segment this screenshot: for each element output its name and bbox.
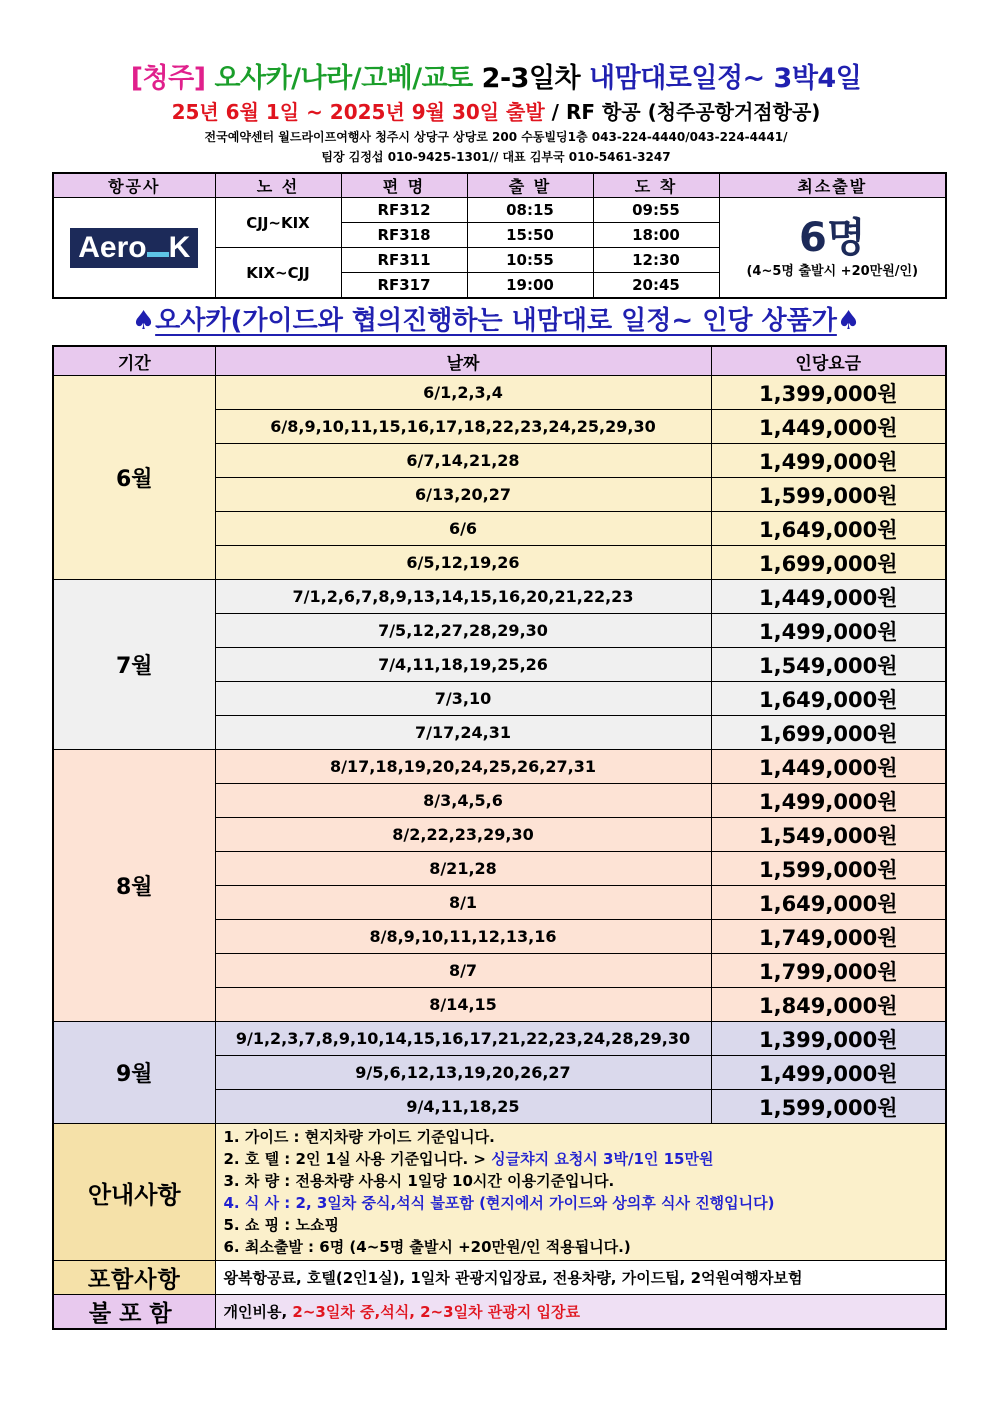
price-per-person: 1,649,000원	[711, 512, 946, 546]
departure-dates: 6/8,9,10,11,15,16,17,18,22,23,24,25,29,30	[215, 410, 711, 444]
aero-k-logo: Aero K	[70, 228, 198, 268]
price-section-heading	[0, 300, 992, 337]
page-title	[0, 56, 992, 95]
arrive-time: 12:30	[593, 248, 719, 273]
month-label: 9월	[53, 1022, 215, 1124]
price-per-person: 1,549,000원	[711, 818, 946, 852]
departure-dates: 6/1,2,3,4	[215, 376, 711, 410]
section-heading-text: 오사카(가이드와 협의진행하는 내맘대로 일정~ 인당 상품가	[155, 306, 837, 336]
flight-table	[52, 172, 947, 299]
contact-line-2: 팀장 김정섭 010-9425-1301// 대표 김부국 010-5461-3247	[321, 150, 671, 164]
flight-number: RF311	[341, 248, 467, 273]
price-table	[52, 345, 947, 1330]
price-per-person: 1,499,000원	[711, 444, 946, 478]
month-label: 6월	[53, 376, 215, 580]
month-label: 8월	[53, 750, 215, 1022]
departure-dates: 8/1	[215, 886, 711, 920]
arrive-time: 09:55	[593, 198, 719, 223]
price-per-person: 1,449,000원	[711, 410, 946, 444]
spade-icon: ♠	[836, 306, 861, 336]
route-return: KIX~CJJ	[215, 248, 341, 299]
arrive-time: 20:45	[593, 273, 719, 299]
departure-dates: 8/14,15	[215, 988, 711, 1022]
departure-dates: 7/4,11,18,19,25,26	[215, 648, 711, 682]
departure-dates: 8/21,28	[215, 852, 711, 886]
departure-dates: 9/1,2,3,7,8,9,10,14,15,16,17,21,22,23,24,28,29,30	[215, 1022, 711, 1056]
departure-dates: 7/1,2,6,7,8,9,13,14,15,16,20,21,22,23	[215, 580, 711, 614]
depart-time: 10:55	[467, 248, 593, 273]
note-vehicle: 3. 차 량 : 전용차량 사용시 1일당 10시간 이용기준입니다.	[223, 1172, 615, 1190]
notes-content	[215, 1124, 946, 1261]
header-depart: 출 발	[467, 173, 593, 198]
price-per-person: 1,699,000원	[711, 716, 946, 750]
title-region: [청주]	[130, 63, 206, 94]
price-per-person: 1,499,000원	[711, 614, 946, 648]
price-per-person: 1,599,000원	[711, 478, 946, 512]
price-per-person: 1,399,000원	[711, 1022, 946, 1056]
excluded-label: 불포함	[53, 1295, 215, 1330]
note-meals: 4. 식 사 : 2, 3일차 중식,석식 불포함 (현지에서 가이드와 상의후 식사 진행입니다)	[223, 1194, 775, 1212]
min-departure-count: 6명	[799, 215, 866, 261]
departure-dates: 7/17,24,31	[215, 716, 711, 750]
departure-dates: 8/3,4,5,6	[215, 784, 711, 818]
subtitle-airline: RF 항공 (청주공항거점항공)	[565, 100, 821, 124]
flight-table-header	[53, 173, 946, 198]
note-single-charge: 싱글챠지 요청시 3박/1인 15만원	[491, 1150, 714, 1168]
min-departure-note: (4~5명 출발시 +20만원/인)	[746, 264, 919, 279]
header-flight-no: 편 명	[341, 173, 467, 198]
price-per-person: 1,499,000원	[711, 1056, 946, 1090]
header-price: 인당요금	[711, 346, 946, 376]
route-outbound: CJJ~KIX	[215, 198, 341, 248]
departure-dates: 8/2,22,23,29,30	[215, 818, 711, 852]
header-min-departure: 최소출발	[719, 173, 946, 198]
title-itinerary: 내맘대로일정~ 3박4일	[589, 63, 862, 94]
departure-dates: 6/7,14,21,28	[215, 444, 711, 478]
subtitle-period: 25년 6월 1일 ~ 2025년 9월 30일 출발	[171, 100, 545, 124]
spade-icon: ♠	[131, 306, 156, 336]
price-per-person: 1,449,000원	[711, 580, 946, 614]
departure-dates: 7/5,12,27,28,29,30	[215, 614, 711, 648]
price-per-person: 1,599,000원	[711, 852, 946, 886]
price-per-person: 1,799,000원	[711, 954, 946, 988]
flight-number: RF317	[341, 273, 467, 299]
departure-dates: 6/13,20,27	[215, 478, 711, 512]
subtitle-separator: /	[544, 100, 566, 124]
title-days: 2-3일차	[481, 63, 581, 94]
departure-dates: 6/6	[215, 512, 711, 546]
header-period: 기간	[53, 346, 215, 376]
price-row	[53, 1022, 946, 1056]
departure-dates: 8/17,18,19,20,24,25,26,27,31	[215, 750, 711, 784]
price-table-body	[53, 376, 946, 1124]
price-row	[53, 580, 946, 614]
notes-label: 안내사항	[53, 1124, 215, 1261]
flight-number: RF318	[341, 223, 467, 248]
header-dates: 날짜	[215, 346, 711, 376]
price-per-person: 1,499,000원	[711, 784, 946, 818]
flight-number: RF312	[341, 198, 467, 223]
contact-line-1: 전국예약센터 월드라이프여행사 청주시 상당구 상당로 200 수동빌딩1층 043-224-4440/043-224-4441/	[204, 130, 788, 144]
excluded-content: 개인비용, 2~3일차 중,석식, 2~3일차 관광지 입장료	[215, 1295, 946, 1330]
price-per-person: 1,649,000원	[711, 682, 946, 716]
price-per-person: 1,449,000원	[711, 750, 946, 784]
arrive-time: 18:00	[593, 223, 719, 248]
header-airline: 항공사	[53, 173, 215, 198]
min-departure-cell	[719, 198, 946, 299]
note-shopping: 5. 쇼 핑 : 노쇼핑	[223, 1216, 339, 1234]
price-per-person: 1,549,000원	[711, 648, 946, 682]
month-label: 7월	[53, 580, 215, 750]
note-min-departure: 6. 최소출발 : 6명 (4~5명 출발시 +20만원/인 적용됩니다.)	[223, 1238, 631, 1256]
title-destinations: 오사카/나라/고베/교토	[214, 63, 473, 94]
note-hotel: 2. 호 텔 : 2인 1실 사용 기준입니다. > 싱글챠지 요청시 3박/1인 15만원	[223, 1150, 714, 1168]
page-subtitle	[0, 96, 992, 125]
header-route: 노 선	[215, 173, 341, 198]
price-per-person: 1,849,000원	[711, 988, 946, 1022]
price-per-person: 1,649,000원	[711, 886, 946, 920]
departure-dates: 8/8,9,10,11,12,13,16	[215, 920, 711, 954]
notes-row	[53, 1124, 946, 1261]
included-row	[53, 1261, 946, 1295]
price-row	[53, 750, 946, 784]
departure-dates: 6/5,12,19,26	[215, 546, 711, 580]
price-per-person: 1,599,000원	[711, 1090, 946, 1124]
header-arrive: 도 착	[593, 173, 719, 198]
price-per-person: 1,699,000원	[711, 546, 946, 580]
price-per-person: 1,399,000원	[711, 376, 946, 410]
note-guide: 1. 가이드 : 현지차량 가이드 기준입니다.	[223, 1128, 495, 1146]
price-table-header	[53, 346, 946, 376]
price-per-person: 1,749,000원	[711, 920, 946, 954]
depart-time: 19:00	[467, 273, 593, 299]
price-row	[53, 376, 946, 410]
excluded-row	[53, 1295, 946, 1330]
flight-row	[53, 198, 946, 223]
depart-time: 15:50	[467, 223, 593, 248]
airline-logo	[53, 198, 215, 299]
departure-dates: 8/7	[215, 954, 711, 988]
departure-dates: 9/5,6,12,13,19,20,26,27	[215, 1056, 711, 1090]
departure-dates: 9/4,11,18,25	[215, 1090, 711, 1124]
depart-time: 08:15	[467, 198, 593, 223]
included-label: 포함사항	[53, 1261, 215, 1295]
departure-dates: 7/3,10	[215, 682, 711, 716]
included-content: 왕복항공료, 호텔(2인1실), 1일차 관광지입장료, 전용차량, 가이드팁, 2억원여행자보험	[215, 1261, 946, 1295]
